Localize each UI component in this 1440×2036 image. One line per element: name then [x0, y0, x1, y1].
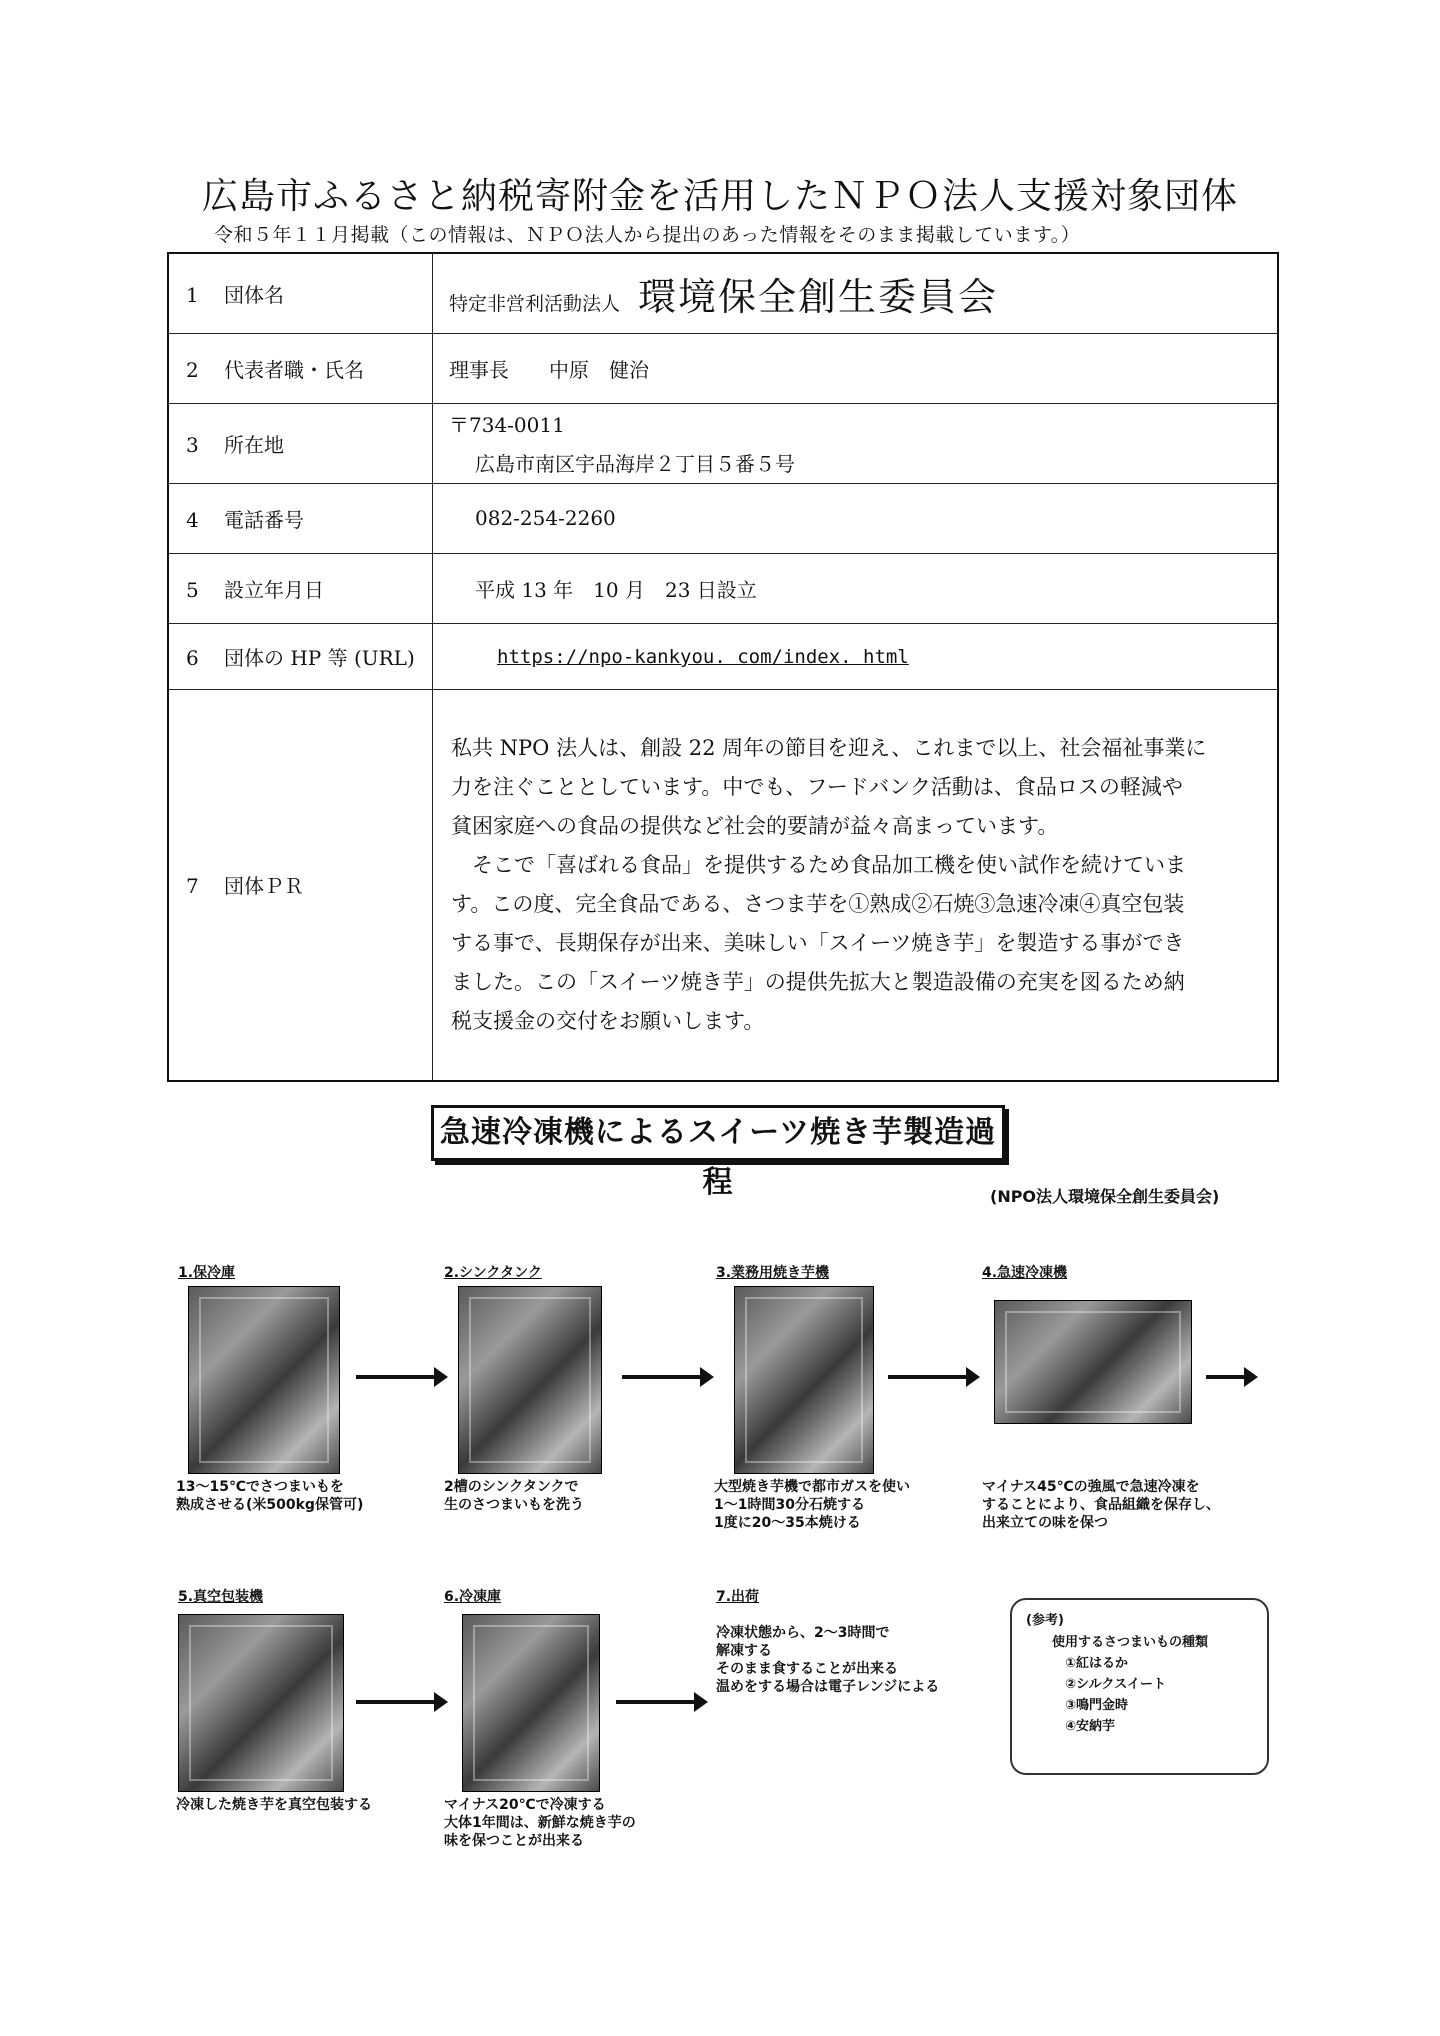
row-label: 6 団体の HP 等 (URL) — [168, 623, 433, 689]
page-subtitle: 令和５年１１月掲載（この情報は、ＮＰＯ法人から提出のあった情報をそのまま掲載しています。） — [214, 224, 1081, 246]
row-label: 2 代表者職・氏名 — [168, 333, 433, 403]
reference-heading: (参考) — [1026, 1613, 1064, 1628]
table-row — [168, 333, 1278, 403]
pr-text: 私共 NPO 法人は、創設 22 周年の節目を迎え、これまで以上、社会福祉事業に 力を注ぐこととしています。中でも、フードバンク活動は、食品ロスの軽減や 貧困家庭への食品の提供など社会的要請が益々高まっています。 そこで「喜ばれる食品」を提供するため食品加工機を使い試作を続けていま す。この度、完全食品である、さつま芋を①熟成②石焼③急速冷凍④真空包装 する事で、長期保存が出来、美味しい「スイーツ焼き芋」を製造する事ができ ました。この「スイーツ焼き芋」の提供先拡大と製造設備の充実を図るため納 税支援金の交付をお願いします。 — [451, 735, 1207, 1033]
arrow-icon — [1206, 1375, 1246, 1379]
org-name: 環境保全創生委員会 — [638, 274, 999, 319]
step-label: 2.シンクタンク — [444, 1265, 542, 1281]
process-title: 急速冷凍機によるスイーツ焼き芋製造過程 — [431, 1105, 1005, 1161]
url-cell — [433, 623, 1279, 689]
founding-date: 平成 13 年 10 月 23 日設立 — [433, 553, 1279, 623]
step-caption: 大型焼き芋機で都市ガスを使い 1～1時間30分石焼する 1度に20～35本焼ける — [714, 1479, 910, 1531]
row-label: 7 団体ＰＲ — [168, 689, 433, 1081]
row-label: 5 設立年月日 — [168, 553, 433, 623]
step-label: 7.出荷 — [716, 1589, 760, 1605]
step-photo-refrigerator — [188, 1286, 340, 1474]
org-name-cell — [433, 253, 1279, 333]
step-photo-freezer — [994, 1300, 1192, 1424]
page-title: 広島市ふるさと納税寄附金を活用したＮＰＯ法人支援対象団体 — [201, 176, 1238, 217]
step-photo-sink — [458, 1286, 602, 1474]
representative: 理事長 中原 健治 — [433, 333, 1279, 403]
step-label: 1.保冷庫 — [178, 1265, 236, 1281]
step-caption: 13～15℃でさつまいもを 熟成させる(米500kg保管可) — [176, 1479, 364, 1513]
step-label: 3.業務用焼き芋機 — [716, 1265, 830, 1281]
table-row — [168, 253, 1278, 333]
step-caption: マイナス20℃で冷凍する 大体1年間は、新鮮な焼き芋の 味を保つことが出来る — [444, 1797, 636, 1849]
step-photo-storage-freezer — [462, 1614, 600, 1792]
table-row — [168, 483, 1278, 553]
table-row — [168, 403, 1278, 483]
step-caption: 冷凍状態から、2～3時間で 解凍する そのまま食することが出来る 温めをする場合は電子レンジによる — [716, 1625, 940, 1695]
step-label: 4.急速冷凍機 — [982, 1265, 1068, 1281]
step-label: 6.冷凍庫 — [444, 1589, 502, 1605]
arrow-icon — [356, 1375, 436, 1379]
address: 広島市南区宇品海岸２丁目５番５号 — [475, 452, 795, 476]
process-credit: (NPO法人環境保全創生委員会) — [990, 1187, 1220, 1206]
row-label: 3 所在地 — [168, 403, 433, 483]
postal-code: 〒734-0011 — [449, 413, 565, 437]
phone-number: 082-254-2260 — [433, 483, 1279, 553]
step-caption: 冷凍した焼き芋を真空包装する — [176, 1797, 372, 1813]
arrow-icon — [616, 1700, 696, 1704]
row-label: 4 電話番号 — [168, 483, 433, 553]
reference-text: 使用するさつまいもの種類 ①紅はるか ②シルクスイート ③鳴門金時 ④安納芋 — [1052, 1635, 1209, 1734]
table-row — [168, 689, 1278, 1081]
arrow-icon — [356, 1700, 436, 1704]
table-row — [168, 553, 1278, 623]
step-label: 5.真空包装機 — [178, 1589, 264, 1605]
info-table — [167, 252, 1279, 1082]
reference-box — [1010, 1598, 1269, 1775]
address-cell — [433, 403, 1279, 483]
homepage-link[interactable]: https://npo-kankyou. com/index. html — [497, 646, 909, 668]
org-prefix: 特定非営利活動法人 — [449, 292, 621, 315]
step-caption: 2槽のシンクタンクで 生のさつまいもを洗う — [444, 1479, 584, 1513]
arrow-icon — [622, 1375, 702, 1379]
row-label: 1 団体名 — [168, 253, 433, 333]
step-photo-vacuum-packer — [178, 1614, 344, 1792]
arrow-icon — [888, 1375, 968, 1379]
pr-cell — [433, 689, 1279, 1081]
step-photo-roaster — [734, 1286, 874, 1474]
step-caption: マイナス45℃の強風で急速冷凍を することにより、食品組織を保存し、 出来立ての味を保つ — [982, 1479, 1220, 1531]
table-row — [168, 623, 1278, 689]
